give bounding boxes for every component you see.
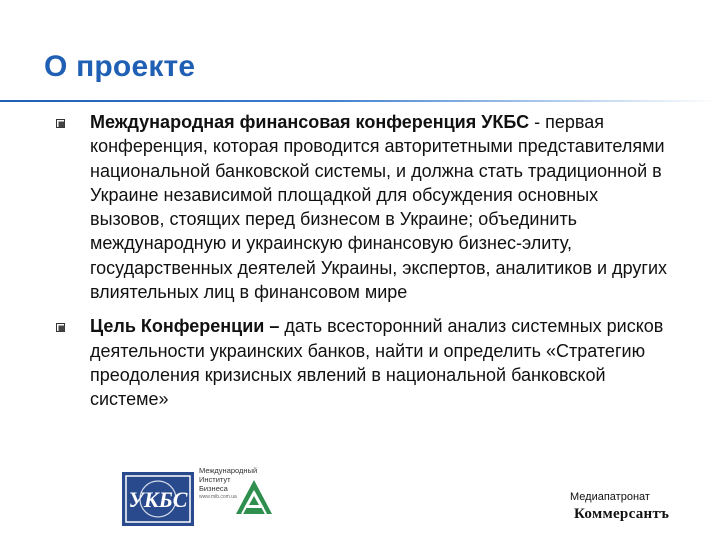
ukbs-logo-text: УКБС bbox=[128, 487, 188, 512]
bullet-lead: Международная финансовая конференция УКБС bbox=[90, 112, 530, 132]
kommersant-logo: Коммерсантъ bbox=[574, 506, 670, 522]
ukbs-logo bbox=[122, 472, 194, 526]
bullet-list bbox=[52, 110, 672, 422]
mib-line: Бизнеса bbox=[199, 484, 228, 493]
mib-url: www.mib.com.ua bbox=[199, 494, 237, 500]
bullet-item-conference bbox=[52, 110, 672, 304]
media-sponsor-label: Медиапатронат bbox=[570, 491, 650, 503]
square-bullet-icon bbox=[56, 119, 65, 128]
mib-triangle-logo bbox=[234, 478, 274, 518]
bullet-item-goal bbox=[52, 314, 672, 411]
bullet-lead: Цель Конференции – bbox=[90, 316, 280, 337]
bullet-text: дать всесторонний анализ системных рисков деятельности украинских банков, найти и определить «Стратегию преодоления кризисных явлений в национальной банковской системе» bbox=[90, 316, 664, 410]
title-divider bbox=[0, 100, 720, 102]
mib-line: Международный bbox=[199, 466, 258, 475]
slide-title: О проекте bbox=[44, 50, 196, 83]
mib-line: Институт bbox=[199, 475, 231, 484]
bullet-text: - первая конференция, которая проводится авторитетными представителями национальной банковской системы, и должна стать традиционной в Украине независимой площадкой для обсуждения основных вызовов, стоящих перед бизнесом в Украине; объединить международную и украинскую финансовую бизнес-элиту, государственных деятелей Украины, экспертов, аналитиков и других влиятельных лиц в финансовом мире bbox=[90, 112, 667, 303]
square-bullet-icon bbox=[56, 323, 65, 332]
